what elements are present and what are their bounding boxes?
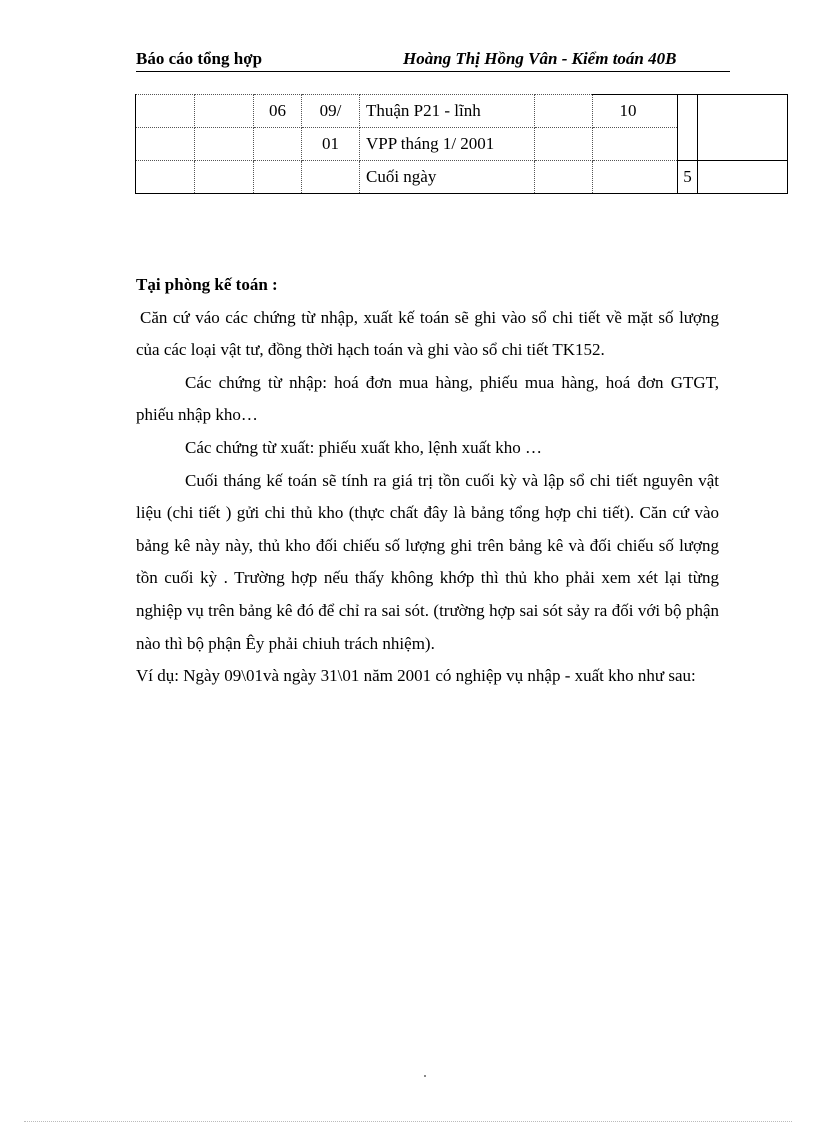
- header-report-title: Báo cáo tổng hợp: [136, 49, 263, 68]
- table-cell: [254, 161, 302, 194]
- table-cell: [535, 161, 593, 194]
- table-cell: [678, 95, 698, 161]
- table-cell: [593, 128, 678, 161]
- table-cell: [698, 161, 788, 194]
- table-cell: [254, 128, 302, 161]
- page-mark: [424, 1075, 426, 1077]
- ledger-table: [135, 94, 788, 194]
- paragraph: Cuối tháng kế toán sẽ tính ra giá trị tồn cuối kỳ và lập sổ chi tiết nguyên vật liệu (chi tiết ) gửi chi thủ kho (thực chất đây là bảng tổng hợp chi tiết). Căn cứ vào bảng kê này này, thủ kho đối chiếu số lượng ghi trên bảng kê và đối chiếu số lượng tồn cuối kỳ . Trường hợp nếu thấy không khớp thì thủ kho phải xem xét lại từng nghiệp vụ trên bảng kê đó để chỉ ra sai sót. (trường hợp sai sót sảy ra đối với bộ phận nào thì bộ phận Êy phải chiuh trách nhiệm).: [136, 470, 719, 653]
- paragraph: Ví dụ: Ngày 09\01và ngày 31\01 năm 2001 có nghiệp vụ nhập - xuất kho như sau:: [136, 666, 696, 686]
- table-cell: [136, 128, 195, 161]
- table-cell: Thuận P21 - lĩnh: [360, 95, 535, 128]
- paragraph: Căn cứ váo các chứng từ nhập, xuất kế toán sẽ ghi vào sổ chi tiết về mặt số lượng của các loại vật tư, đồng thời hạch toán và ghi vào sổ chi tiết TK152.: [136, 307, 719, 360]
- paragraph: Các chứng từ xuất: phiếu xuất kho, lệnh xuất kho …: [185, 437, 542, 457]
- table-cell: [302, 161, 360, 194]
- table-cell: 10: [593, 95, 678, 128]
- table-cell: [195, 128, 254, 161]
- table-cell: [535, 128, 593, 161]
- table-cell: 01: [302, 128, 360, 161]
- table-cell: 06: [254, 95, 302, 128]
- table-cell: 09/: [302, 95, 360, 128]
- table-row: [136, 161, 788, 194]
- table-cell: Cuối ngày: [360, 161, 535, 194]
- body-text: [136, 269, 719, 693]
- section-heading: Tại phòng kế toán :: [136, 275, 278, 294]
- table-cell: [593, 161, 678, 194]
- table-cell: [136, 95, 195, 128]
- table-cell: [535, 95, 593, 128]
- page-bottom-divider: [24, 1121, 792, 1122]
- table-cell: VPP tháng 1/ 2001: [360, 128, 535, 161]
- table-cell: [698, 95, 788, 161]
- paragraph: Các chứng từ nhập: hoá đơn mua hàng, phiếu mua hàng, hoá đơn GTGT, phiếu nhập kho…: [136, 372, 719, 425]
- table-row: [136, 95, 788, 128]
- table-cell: [195, 95, 254, 128]
- page-header: [136, 49, 730, 72]
- table-cell: [136, 161, 195, 194]
- table-cell: 5: [678, 161, 698, 194]
- table-cell: [195, 161, 254, 194]
- header-author: Hoàng Thị Hồng Vân - Kiểm toán 40B: [403, 49, 677, 68]
